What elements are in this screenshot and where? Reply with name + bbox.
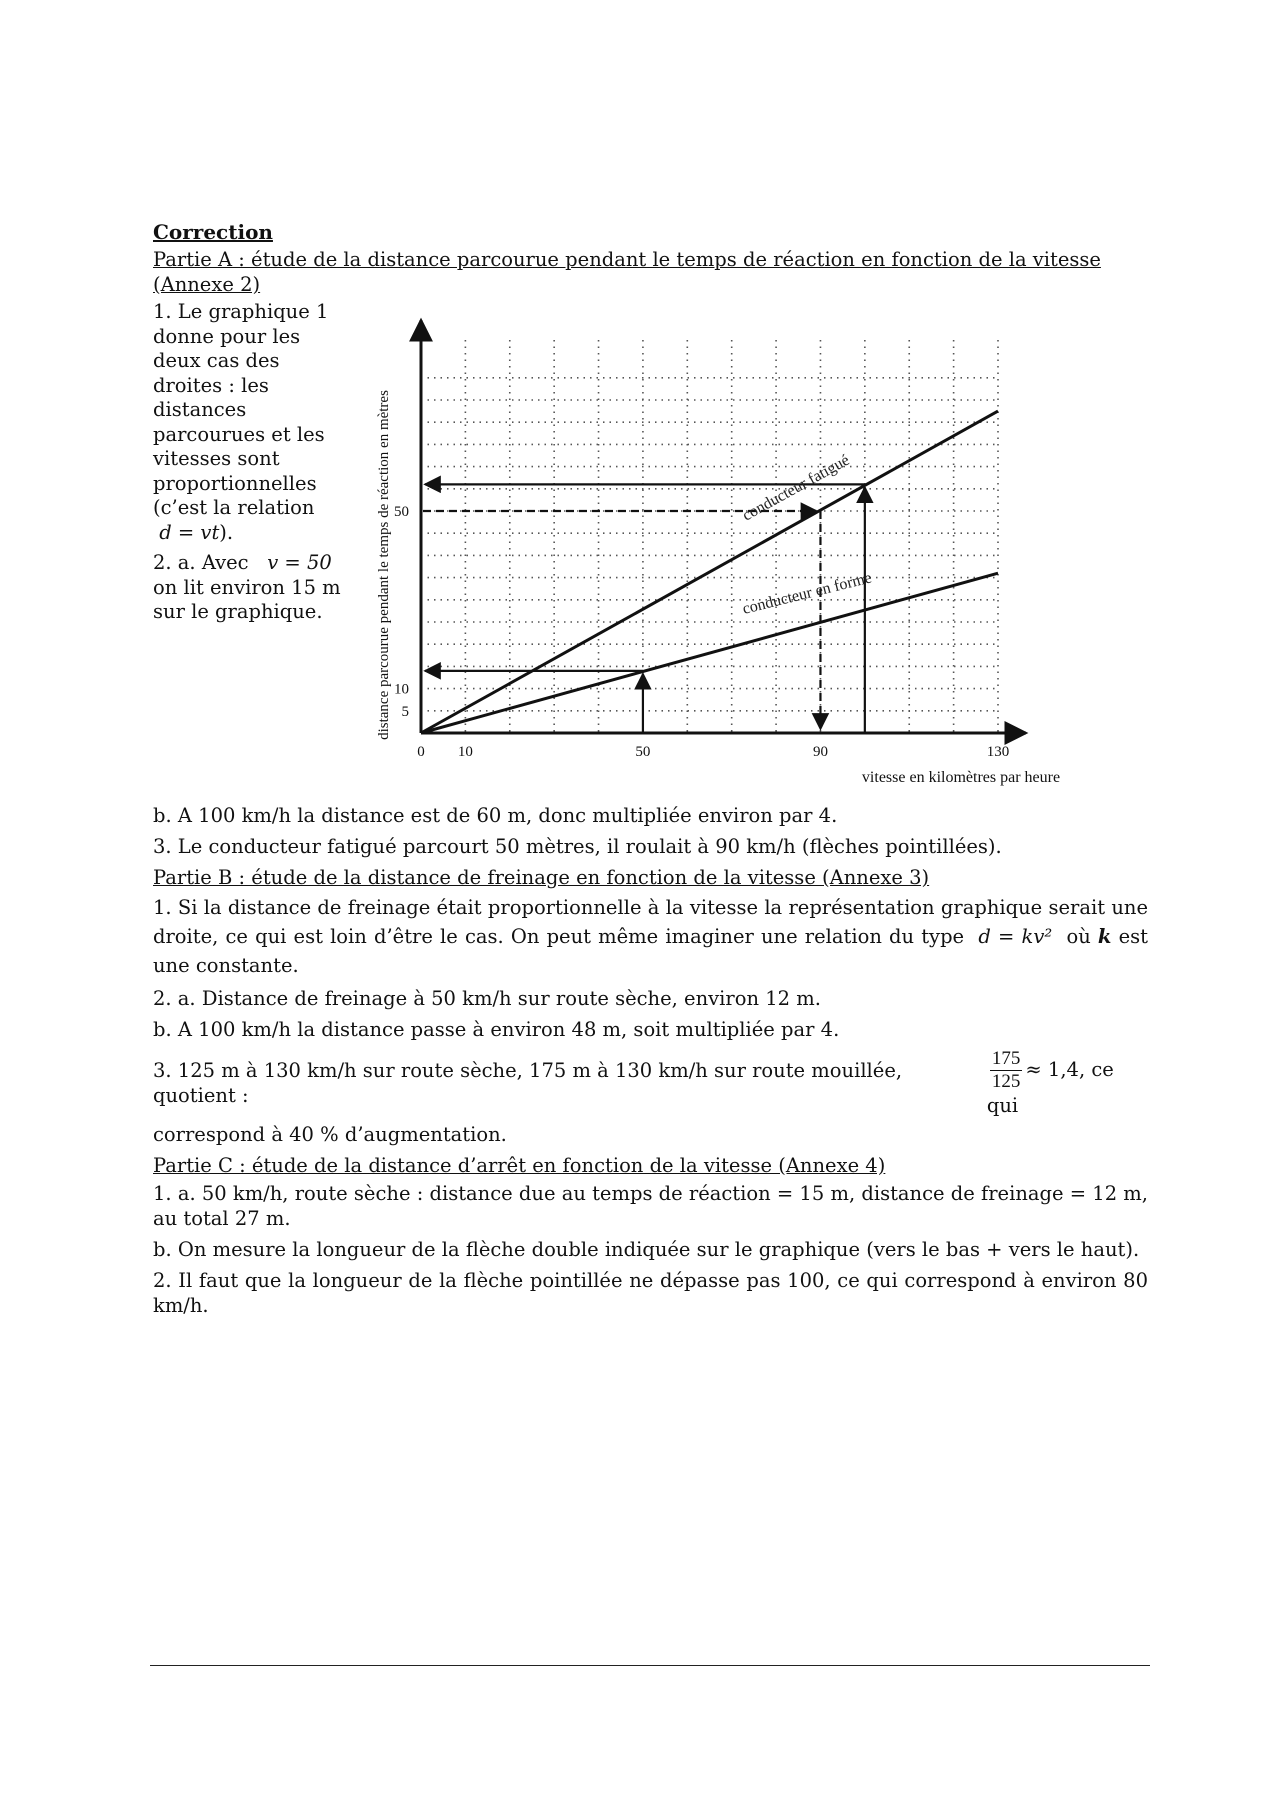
partA-q1-row — [153, 300, 1148, 795]
partA-q2b: b. A 100 km/h la distance est de 60 m, donc multipliée environ par 4. — [153, 804, 838, 827]
reaction-distance-chart — [361, 300, 1141, 795]
q1-formula-line — [153, 521, 353, 546]
partB-q3-after: , ce qui — [986, 1058, 1114, 1117]
fraction-numerator: 175 — [991, 1048, 1021, 1069]
quotient-approx: ≈ 1,4 — [1025, 1058, 1079, 1081]
q1-line: donne pour les — [153, 324, 301, 348]
x-tick-label: 50 — [635, 744, 651, 760]
series-line-fatigue — [421, 411, 998, 733]
q1-line: deux cas des — [153, 349, 280, 372]
q1-line: proportionnelles — [153, 471, 317, 495]
q2a-line — [153, 551, 353, 576]
partB-q3-line — [153, 1048, 1148, 1118]
series-line-forme — [421, 573, 998, 733]
partA-heading: Partie A : étude de la distance parcourue pendant le temps de réaction en fonction de la vitesse (Annexe 2) — [153, 248, 1101, 296]
q1-end: ). — [219, 520, 234, 544]
doc-title: Correction — [153, 220, 273, 244]
footer-rule — [150, 1665, 1150, 1666]
partB-q1-mid: où — [1066, 925, 1091, 948]
partB-q1 — [153, 893, 1148, 980]
series-label-forme: conducteur en forme — [740, 569, 874, 618]
chart-ylabel: distance parcourue pendant le temps de réaction en mètres — [376, 390, 392, 740]
document-body — [153, 220, 1148, 1324]
q2a-line: on lit environ 15 m — [153, 575, 341, 599]
partB-q1-start: 1. Si la distance de freinage était proportionnelle à la vitesse la représentation graphique serait une droite, ce qui est loin d’être le cas. On peut même imaginer une relation du type — [153, 896, 1148, 948]
partA-q3: 3. Le conducteur fatigué parcourt 50 mètres, il roulait à 90 km/h (flèches pointillées). — [153, 835, 1002, 858]
quotient-fraction — [990, 1048, 1023, 1093]
q1-line: droites : les — [153, 373, 269, 397]
partB-q1-end: est une constante. — [153, 925, 1148, 977]
partB-q2a: 2. a. Distance de freinage à 50 km/h sur route sèche, environ 12 m. — [153, 987, 821, 1010]
q2a-formula: v = 50 — [267, 551, 332, 574]
partB-q2b: b. A 100 km/h la distance passe à environ 48 m, soit multipliée par 4. — [153, 1018, 840, 1041]
partB-q1-formula: d = kv² — [978, 925, 1053, 948]
chart-series — [421, 411, 998, 733]
partA-left-text — [153, 300, 353, 625]
q2a-prefix: 2. a. Avec — [153, 551, 249, 574]
y-tick-label: 50 — [394, 504, 409, 520]
partC-q1b: b. On mesure la longueur de la flèche double indiquée sur le graphique (vers le bas + vers le haut). — [153, 1238, 1140, 1261]
y-tick-label: 5 — [401, 703, 409, 720]
q1-line: 1. Le graphique 1 — [153, 300, 329, 323]
q1-line: vitesses sont — [153, 447, 280, 470]
series-label-fatigue: conducteur fatigué — [739, 451, 853, 525]
partB-heading: Partie B : étude de la distance de freinage en fonction de la vitesse (Annexe 3) — [153, 866, 930, 889]
q1-line: (c’est la relation — [153, 496, 315, 519]
partC-heading: Partie C : étude de la distance d’arrêt en fonction de la vitesse (Annexe 4) — [153, 1154, 886, 1177]
q2a-line: sur le graphique. — [153, 600, 323, 623]
fraction-denominator: 125 — [991, 1071, 1021, 1092]
q1-formula: d = vt — [159, 520, 220, 544]
partB-q1-k: k — [1097, 925, 1112, 948]
chart-grid — [421, 340, 998, 733]
chart-svg — [361, 300, 1141, 795]
x-tick-label: 0 — [417, 744, 425, 760]
partB-q3-end: correspond à 40 % d’augmentation. — [153, 1123, 507, 1146]
q1-line: parcourues et les — [153, 422, 325, 446]
q1-line: distances — [153, 398, 247, 421]
partC-q2: 2. Il faut que la longueur de la flèche pointillée ne dépasse pas 100, ce qui correspond à environ 80 km/h. — [153, 1269, 1148, 1317]
x-tick-label: 90 — [812, 744, 828, 760]
y-tick-label: 10 — [394, 681, 409, 698]
partC-q1a: 1. a. 50 km/h, route sèche : distance due au temps de réaction = 15 m, distance de freinage = 12 m, au total 27 m. — [153, 1182, 1148, 1230]
x-tick-label: 10 — [457, 744, 473, 760]
chart-xlabel: vitesse en kilomètres par heure — [861, 769, 1061, 786]
partB-q3-start: 3. 125 m à 130 km/h sur route sèche, 175 m à 130 km/h sur route mouillée, quotient : — [153, 1059, 903, 1107]
partB-q3-math — [987, 1048, 1148, 1118]
x-tick-label: 130 — [986, 744, 1010, 760]
